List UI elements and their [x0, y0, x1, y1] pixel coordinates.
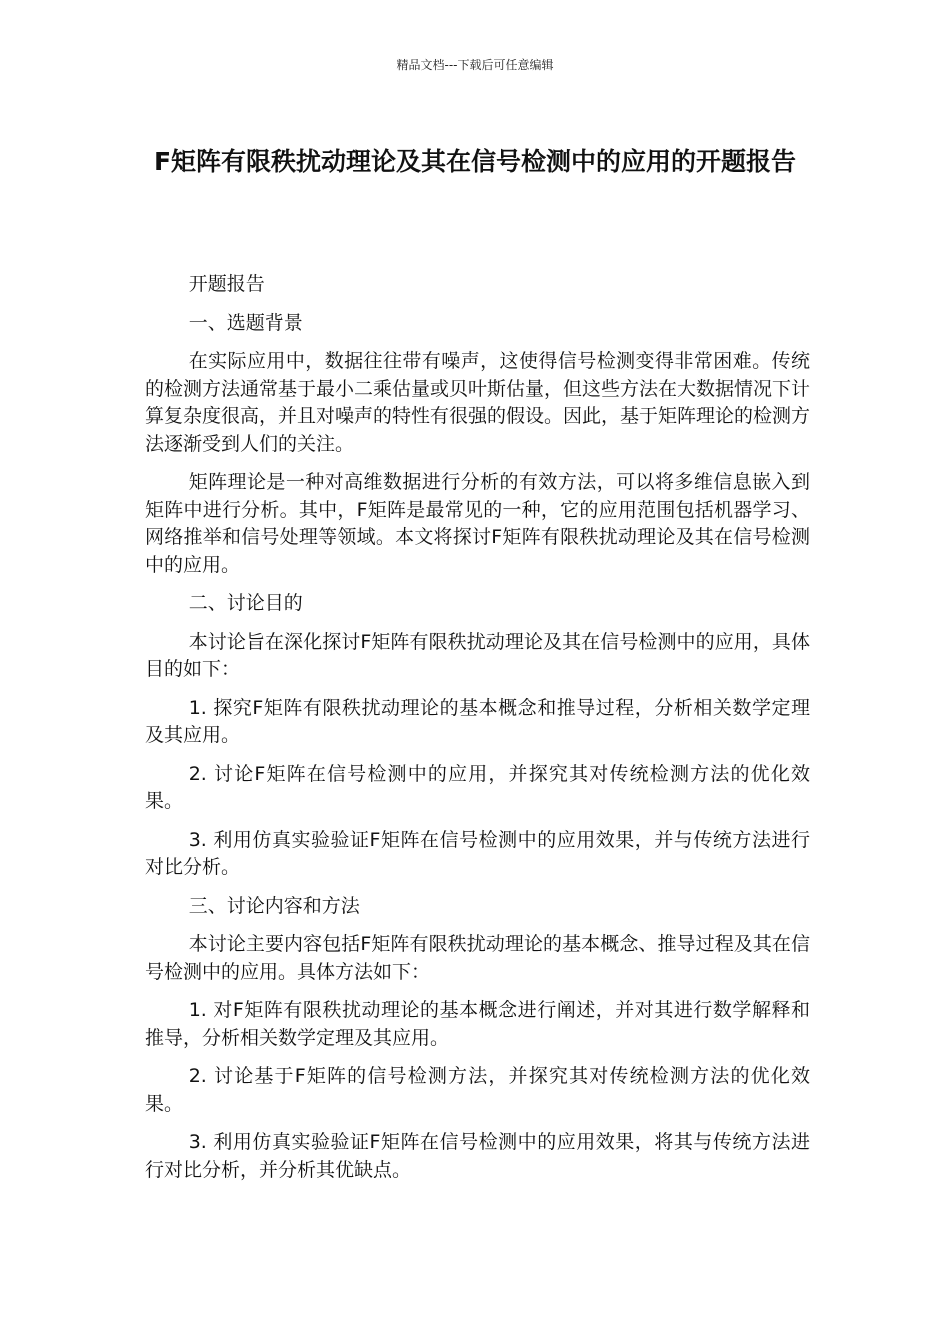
list-item-purpose-2: 2. 讨论F矩阵在信号检测中的应用，并探究其对传统检测方法的优化效果。 [145, 762, 810, 812]
paragraph-methods-intro: 本讨论主要内容包括F矩阵有限秩扰动理论的基本概念、推导过程及其在信号检测中的应用。具体方法如下： [145, 933, 810, 983]
paragraph-background-2: 矩阵理论是一种对高维数据进行分析的有效方法，可以将多维信息嵌入到矩阵中进行分析。其中，F矩阵是最常见的一种，它的应用范围包括机器学习、网络推举和信号处理等领域。本文将探讨F矩阵有限秩扰动理论及其在信号检测中的应用。 [145, 471, 810, 576]
section-heading-report: 开题报告 [188, 273, 265, 295]
section-heading-content-methods: 三、讨论内容和方法 [188, 894, 360, 917]
section-heading-purpose: 二、讨论目的 [188, 592, 303, 614]
document-title: F矩阵有限秩扰动理论及其在信号检测中的应用的开题报告 [153, 147, 797, 176]
section-heading-background: 一、选题背景 [188, 311, 303, 334]
list-item-method-2: 2. 讨论基于F矩阵的信号检测方法，并探究其对传统检测方法的优化效果。 [145, 1065, 810, 1115]
page-header: 精品文档---下载后可任意编辑 [396, 58, 554, 72]
paragraph-background-1: 在实际应用中，数据往往带有噪声，这使得信号检测变得非常困难。传统的检测方法通常基于最小二乘估量或贝叶斯估量，但这些方法在大数据情况下计算复杂度很高，并且对噪声的特性有很强的假设。因此，基于矩阵理论的检测方法逐渐受到人们的关注。 [145, 350, 811, 455]
list-item-method-1: 1. 对F矩阵有限秩扰动理论的基本概念进行阐述，并对其进行数学解释和推导，分析相关数学定理及其应用。 [145, 999, 810, 1049]
document-body [145, 271, 810, 1195]
list-item-purpose-1: 1. 探究F矩阵有限秩扰动理论的基本概念和推导过程，分析相关数学定理及其应用。 [145, 696, 810, 746]
list-item-purpose-3: 3. 利用仿真实验验证F矩阵在信号检测中的应用效果，并与传统方法进行对比分析。 [145, 828, 810, 878]
paragraph-purpose-intro: 本讨论旨在深化探讨F矩阵有限秩扰动理论及其在信号检测中的应用，具体目的如下： [145, 630, 810, 680]
list-item-method-3: 3. 利用仿真实验验证F矩阵在信号检测中的应用效果，将其与传统方法进行对比分析，并分析其优缺点。 [145, 1131, 810, 1181]
